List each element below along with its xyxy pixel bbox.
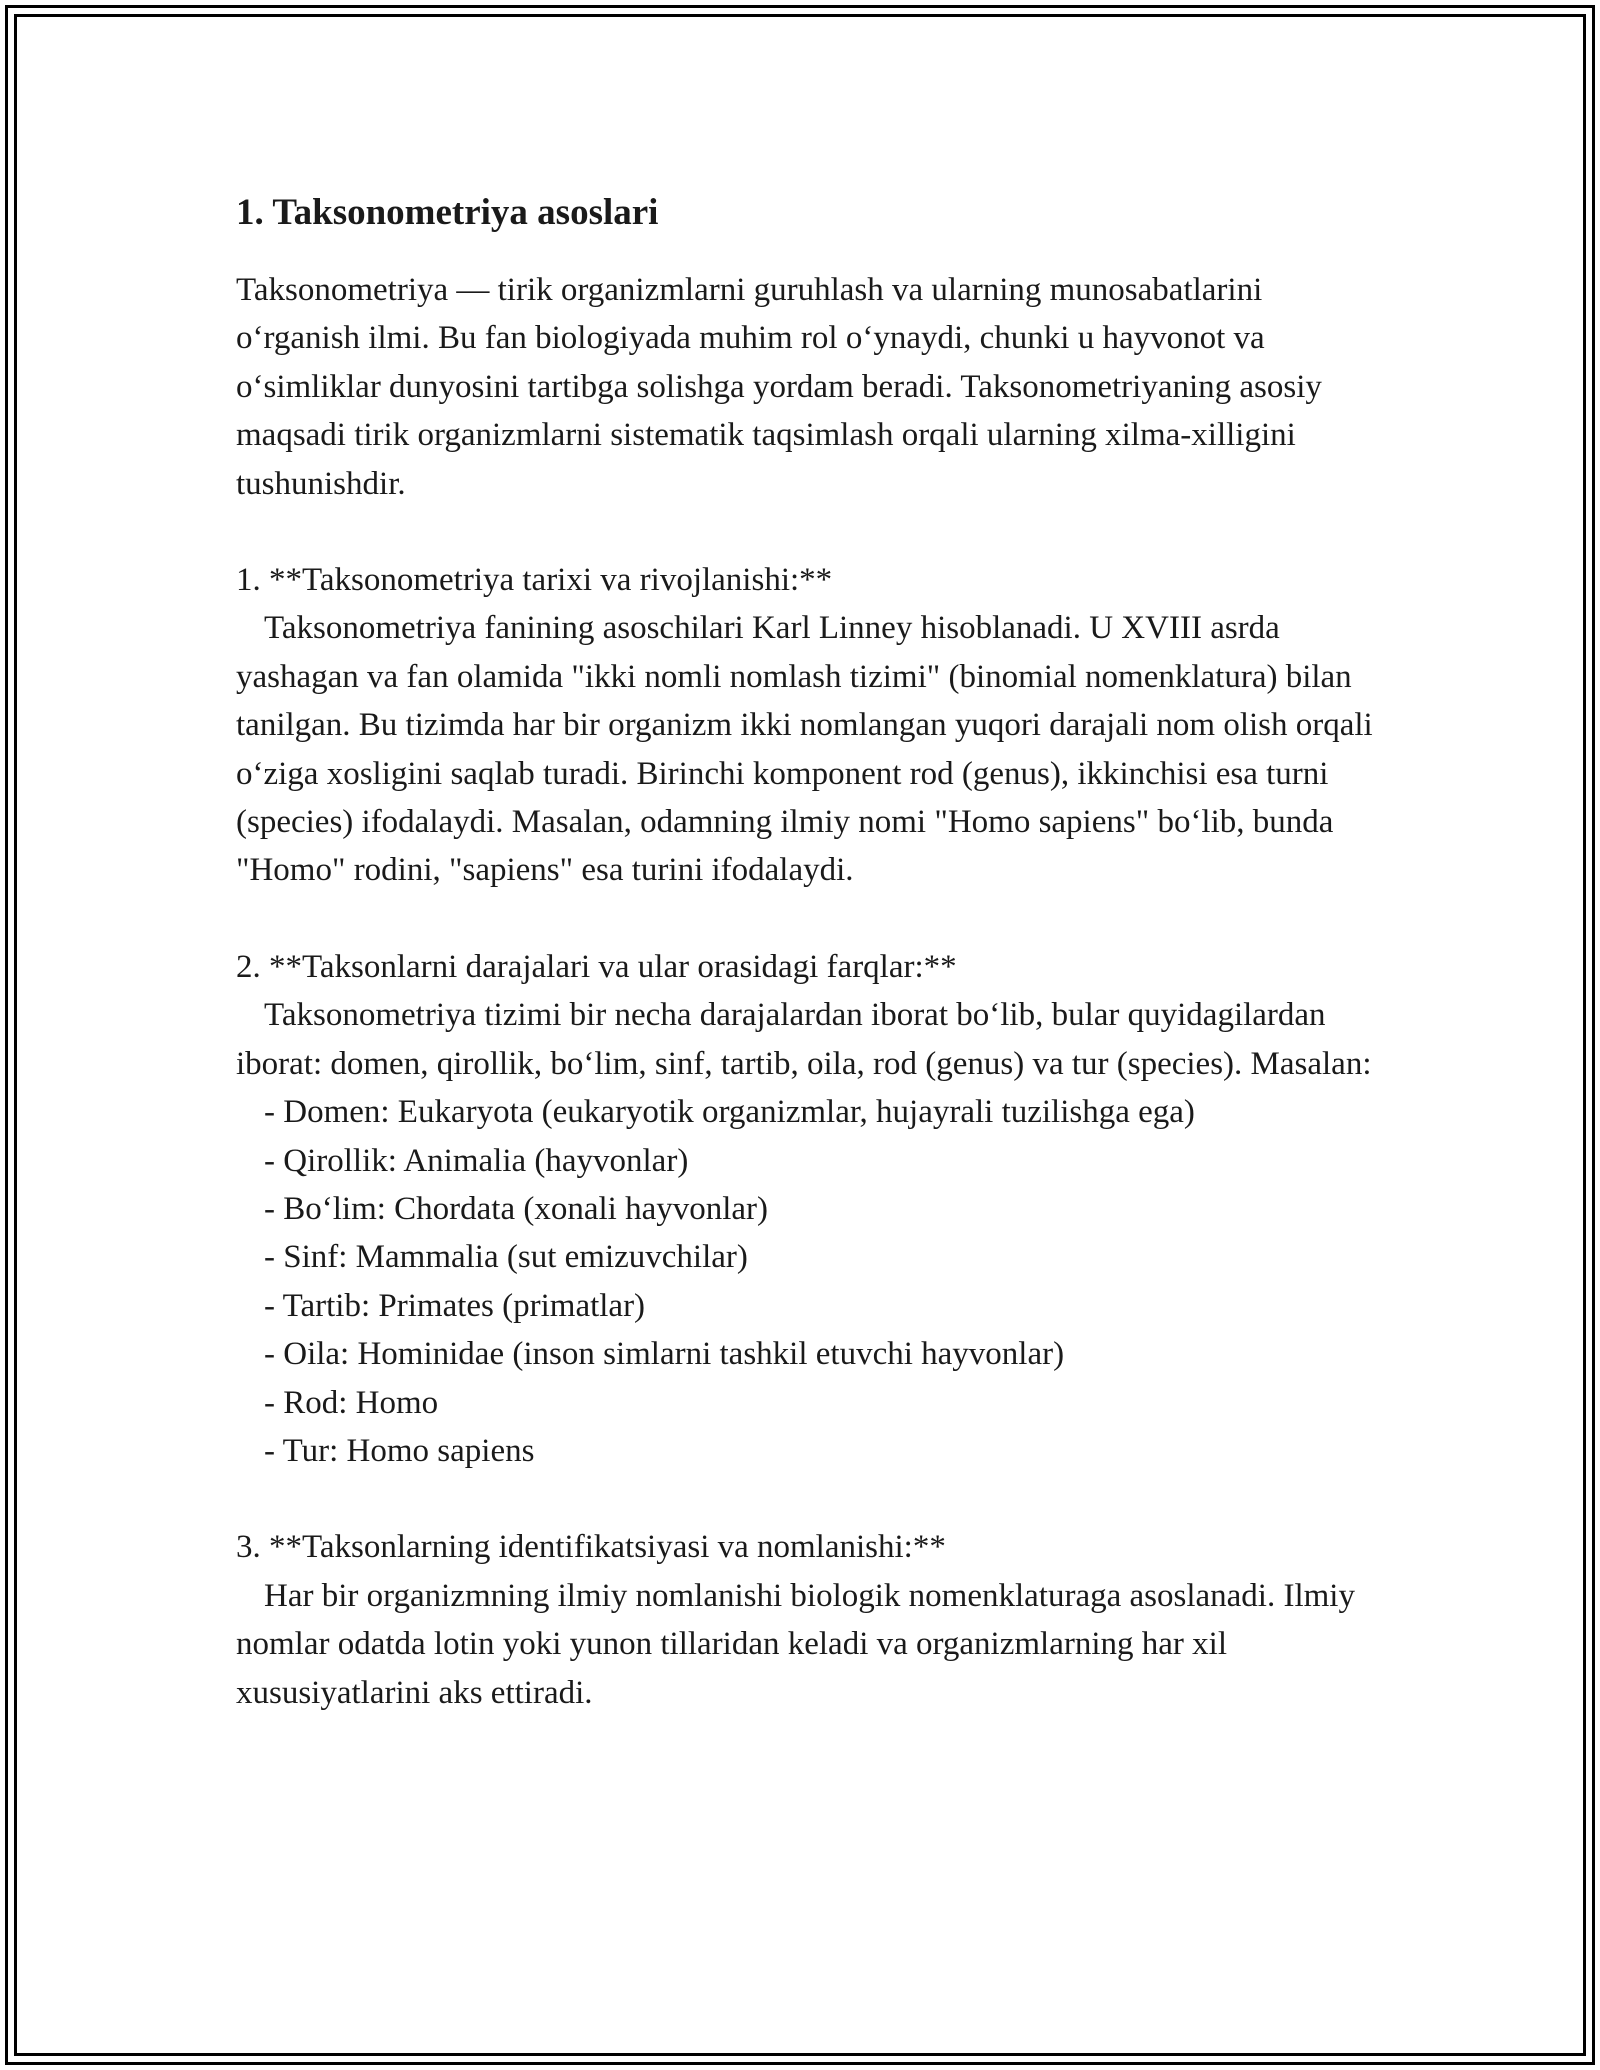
section-ranks (236, 943, 1386, 1475)
document-body (236, 186, 1386, 1765)
list-item: - Qirollik: Animalia (hayvonlar) (264, 1142, 689, 1179)
list-item: - Sinf: Mammalia (sut emizuvchilar) (264, 1239, 748, 1276)
section-identification (236, 1523, 1386, 1717)
section-heading: 3. **Taksonlarning identifikatsiyasi va nomlanishi:** (236, 1529, 946, 1566)
rank-list (236, 1088, 1386, 1475)
list-item: - Bo‘lim: Chordata (xonali hayvonlar) (264, 1190, 769, 1227)
section-heading: 2. **Taksonlarni darajalari va ular orasidagi farqlar:** (236, 948, 957, 985)
list-item: - Domen: Eukaryota (eukaryotik organizmlar, hujayrali tuzilishga ega) (264, 1094, 1195, 1131)
list-item: - Tur: Homo sapiens (264, 1432, 535, 1469)
section-text: Taksonometriya fanining asoschilari Karl Linney hisoblanadi. U XVIII asrda yashagan va fan olamida "ikki nomli nomlash tizimi" (binomial nomenklatura) bilan tanilgan. Bu tizimda har bir organizm ikki nomlangan yuqori darajali nom olish orqali o‘ziga xosligini saqlab turadi. Birinchi komponent rod (genus), ikkinchisi esa turni (species) ifodalaydi. Masalan, odamning ilmiy nomi "Homo sapiens" bo‘lib, bunda "Homo" rodini, "sapiens" esa turini ifodalaydi. (236, 610, 1373, 889)
section-heading: 1. **Taksonometriya tarixi va rivojlanishi:** (236, 562, 833, 599)
list-item: - Rod: Homo (264, 1384, 439, 1421)
list-item: - Oila: Hominidae (inson simlarni tashkil etuvchi hayvonlar) (264, 1336, 1065, 1373)
section-history (236, 556, 1386, 895)
list-item: - Tartib: Primates (primatlar) (264, 1287, 646, 1324)
intro-paragraph: Taksonometriya — tirik organizmlarni guruhlash va ularning munosabatlarini o‘rganish ilmi. Bu fan biologiyada muhim rol o‘ynaydi, chunki u hayvonot va o‘simliklar dunyosini tartibga solishga yordam beradi. Taksonometriyaning asosiy maqsadi tirik organizmlarni sistematik taqsimlash orqali ularning xilma-xilligini tushunishdir. (236, 272, 1322, 502)
document-title: 1. Taksonometriya asoslari (236, 192, 659, 233)
section-text: Taksonometriya tizimi bir necha darajalardan iborat bo‘lib, bular quyidagilardan iborat: domen, qirollik, bo‘lim, sinf, tartib, oila, rod (genus) va tur (species). Masalan: (236, 997, 1372, 1082)
section-text: Har bir organizmning ilmiy nomlanishi biologik nomenklaturaga asoslanadi. Ilmiy nomlar odatda lotin yoki yunon tillaridan keladi va organizmlarning har xil xususiyatlarini aks ettiradi. (236, 1577, 1355, 1711)
